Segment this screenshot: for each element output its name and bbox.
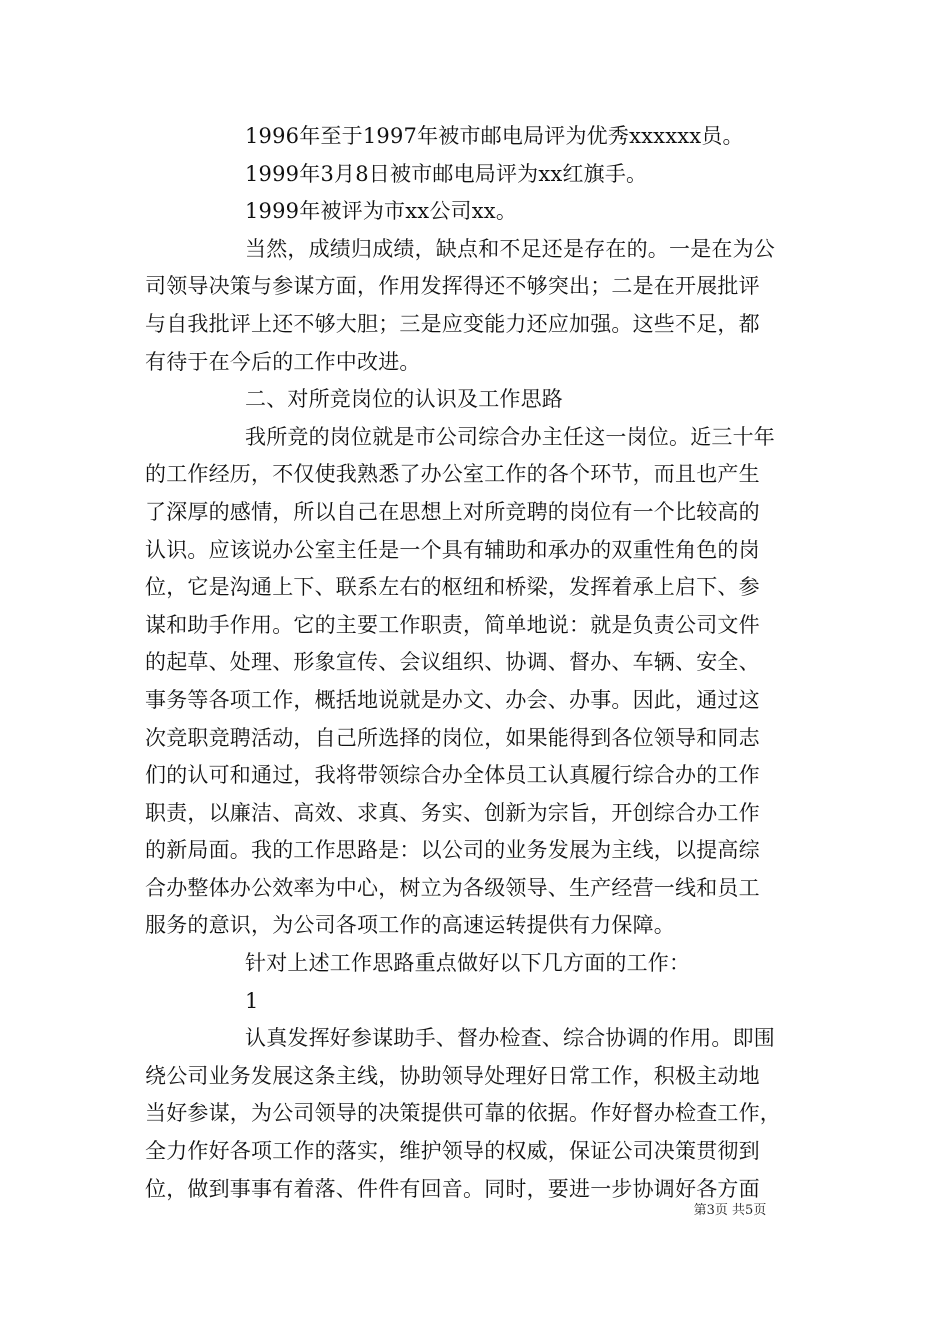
text-line: 1999年3月8日被市邮电局评为xx红旗手。 [245,161,648,186]
text-line: 当好参谋，为公司领导的决策提供可靠的依据。作好督办检查工作， [145,1101,781,1126]
text-line: 1996年至于1997年被市邮电局评为优秀xxxxxx员。 [245,124,744,148]
text-line: 的新局面。我的工作思路是：以公司的业务发展为主线，以提高综 [145,838,760,863]
text-line: 1 [245,988,259,1013]
document-body [145,118,820,1208]
text-line: 服务的意识，为公司各项工作的高速运转提供有力保障。 [145,913,675,938]
text-line: 们的认可和通过，我将带领综合办全体员工认真履行综合办的工作 [145,763,760,788]
text-line: 全力作好各项工作的落实，维护领导的权威，保证公司决策贯彻到 [145,1139,760,1164]
text-line: 司领导决策与参谋方面，作用发挥得还不够突出；二是在开展批评 [145,274,760,299]
text-line: 事务等各项工作，概括地说就是办文、办会、办事。因此，通过这 [145,687,760,712]
text-line: 针对上述工作思路重点做好以下几方面的工作： [245,951,691,976]
text-line: 认识。应该说办公室主任是一个具有辅助和承办的双重性角色的岗 [145,537,760,562]
text-line: 绕公司业务发展这条主线，协助领导处理好日常工作，积极主动地 [145,1063,760,1088]
text-line: 认真发挥好参谋助手、督办检查、综合协调的作用。即围 [245,1026,775,1051]
text-line: 位，做到事事有着落、件件有回音。同时，要进一步协调好各方面 [145,1176,760,1201]
text-line: 1999年被评为市xx公司xx。 [245,199,518,224]
text-line: 职责，以廉洁、高效、求真、务实、创新为宗旨，开创综合办工作 [145,800,760,825]
text-line: 与自我批评上还不够大胆；三是应变能力还应加强。这些不足，都 [145,311,760,336]
text-line: 的起草、处理、形象宣传、会议组织、协调、督办、车辆、安全、 [145,650,760,675]
text-line: 了深厚的感情，所以自己在思想上对所竞聘的岗位有一个比较高的 [145,499,760,524]
text-line: 合办整体办公效率为中心，树立为各级领导、生产经营一线和员工 [145,875,760,900]
text-line: 的工作经历，不仅使我熟悉了办公室工作的各个环节，而且也产生 [145,462,760,487]
text-line: 有待于在今后的工作中改进。 [145,349,421,374]
text-line: 二、对所竞岗位的认识及工作思路 [245,387,563,412]
text-line: 谋和助手作用。它的主要工作职责，简单地说：就是负责公司文件 [145,612,760,637]
text-line: 当然，成绩归成绩，缺点和不足还是存在的。一是在为公 [245,236,775,261]
page-number-footer: 第3页 共5页 [693,1203,767,1218]
text-line: 位，它是沟通上下、联系左右的枢纽和桥梁，发挥着承上启下、参 [145,575,760,600]
text-line: 我所竞的岗位就是市公司综合办主任这一岗位。近三十年 [245,424,775,449]
text-line: 次竞职竞聘活动，自己所选择的岗位，如果能得到各位领导和同志 [145,725,760,750]
